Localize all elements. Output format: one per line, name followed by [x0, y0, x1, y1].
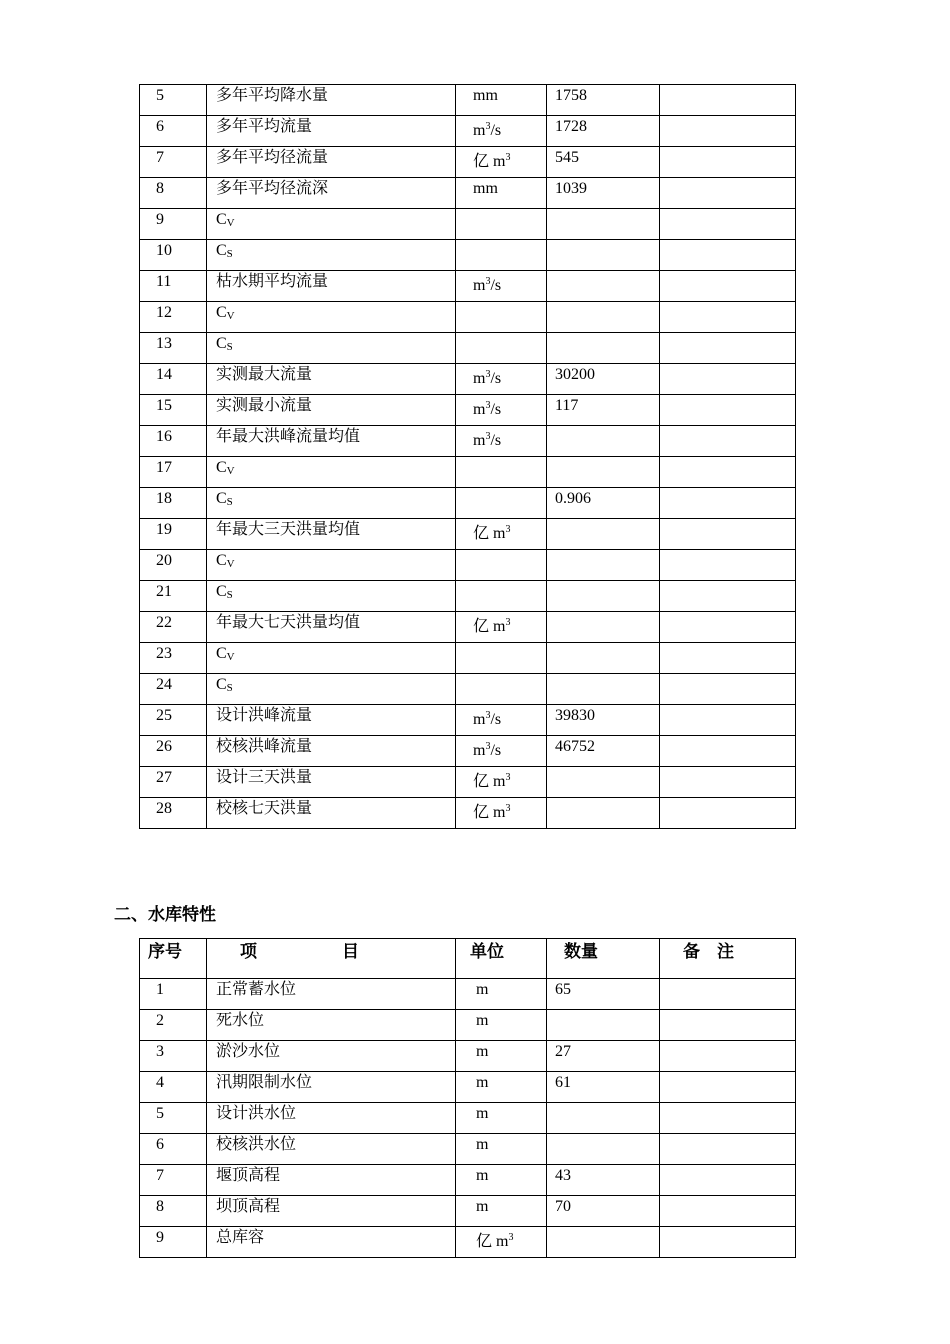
- table-row: [140, 798, 796, 829]
- row-number: 8: [140, 178, 207, 209]
- row-quantity: [547, 612, 660, 643]
- section-title: 二、水库特性: [114, 905, 216, 925]
- row-number: 22: [140, 612, 207, 643]
- row-unit: 亿 $m^3$: [456, 767, 547, 798]
- row-quantity: 1758: [547, 85, 660, 116]
- table-row: [140, 147, 796, 178]
- row-unit: [456, 674, 547, 705]
- row-number: 23: [140, 643, 207, 674]
- row-number: 4: [140, 1072, 207, 1103]
- row-quantity: [547, 643, 660, 674]
- row-note: [660, 364, 796, 395]
- row-number: 9: [140, 209, 207, 240]
- table-row: [140, 209, 796, 240]
- row-note: [660, 395, 796, 426]
- row-unit: mm: [456, 85, 547, 116]
- row-note: [660, 612, 796, 643]
- row-note: [660, 1010, 796, 1041]
- table-row: [140, 1041, 796, 1072]
- table-row: [140, 519, 796, 550]
- table-row: [140, 1103, 796, 1134]
- row-quantity: 545: [547, 147, 660, 178]
- row-unit: m: [456, 1103, 547, 1134]
- row-quantity: [547, 209, 660, 240]
- table-header-row: [140, 939, 796, 979]
- row-quantity: [547, 1227, 660, 1258]
- row-quantity: 30200: [547, 364, 660, 395]
- row-number: 5: [140, 85, 207, 116]
- row-unit: $m^3/s$: [456, 705, 547, 736]
- reservoir-table: [139, 938, 796, 1258]
- row-number: 12: [140, 302, 207, 333]
- table-row: [140, 1196, 796, 1227]
- row-quantity: [547, 798, 660, 829]
- row-number: 2: [140, 1010, 207, 1041]
- row-unit: m: [456, 1196, 547, 1227]
- table-row: [140, 488, 796, 519]
- row-number: 10: [140, 240, 207, 271]
- row-item: 设计洪水位: [207, 1103, 456, 1134]
- row-note: [660, 674, 796, 705]
- table-row: [140, 581, 796, 612]
- row-number: 7: [140, 147, 207, 178]
- row-quantity: [547, 1103, 660, 1134]
- row-note: [660, 643, 796, 674]
- row-note: [660, 457, 796, 488]
- row-unit: $m^3/s$: [456, 364, 547, 395]
- row-number: 19: [140, 519, 207, 550]
- table-row: [140, 240, 796, 271]
- row-item: 汛期限制水位: [207, 1072, 456, 1103]
- row-item: 实测最小流量: [207, 395, 456, 426]
- table-row: [140, 1165, 796, 1196]
- row-unit: [456, 550, 547, 581]
- row-quantity: 39830: [547, 705, 660, 736]
- row-note: [660, 1041, 796, 1072]
- row-quantity: 43: [547, 1165, 660, 1196]
- row-note: [660, 519, 796, 550]
- header-note: 备 注: [660, 939, 796, 979]
- table-row: [140, 674, 796, 705]
- row-quantity: [547, 674, 660, 705]
- row-number: 13: [140, 333, 207, 364]
- row-number: 24: [140, 674, 207, 705]
- table-row: [140, 395, 796, 426]
- row-unit: 亿 $m^3$: [456, 519, 547, 550]
- row-number: 14: [140, 364, 207, 395]
- row-unit: m: [456, 1072, 547, 1103]
- row-quantity: [547, 1134, 660, 1165]
- table-row: [140, 85, 796, 116]
- row-item: 校核洪峰流量: [207, 736, 456, 767]
- row-unit: [456, 581, 547, 612]
- row-item: 校核洪水位: [207, 1134, 456, 1165]
- row-unit: 亿 $m^3$: [456, 798, 547, 829]
- row-unit: $m^3/s$: [456, 395, 547, 426]
- row-number: 3: [140, 1041, 207, 1072]
- row-unit: [456, 240, 547, 271]
- row-note: [660, 302, 796, 333]
- row-note: [660, 271, 796, 302]
- row-note: [660, 736, 796, 767]
- table-row: [140, 426, 796, 457]
- row-unit: 亿 $m^3$: [456, 147, 547, 178]
- row-quantity: 1039: [547, 178, 660, 209]
- header-qty: 数量: [547, 939, 660, 979]
- row-unit: $m^3/s$: [456, 116, 547, 147]
- table-row: [140, 643, 796, 674]
- row-note: [660, 209, 796, 240]
- row-item: 实测最大流量: [207, 364, 456, 395]
- row-quantity: [547, 1010, 660, 1041]
- row-number: 18: [140, 488, 207, 519]
- row-quantity: [547, 426, 660, 457]
- row-quantity: [547, 550, 660, 581]
- table-row: [140, 178, 796, 209]
- row-item: 校核七天洪量: [207, 798, 456, 829]
- row-item: 坝顶高程: [207, 1196, 456, 1227]
- table-row: [140, 116, 796, 147]
- row-note: [660, 240, 796, 271]
- table-row: [140, 457, 796, 488]
- table-row: [140, 302, 796, 333]
- row-number: 8: [140, 1196, 207, 1227]
- row-quantity: [547, 581, 660, 612]
- row-note: [660, 581, 796, 612]
- row-number: 20: [140, 550, 207, 581]
- row-quantity: [547, 333, 660, 364]
- row-quantity: [547, 457, 660, 488]
- header-no: 序号: [140, 939, 207, 979]
- row-note: [660, 333, 796, 364]
- row-item: 多年平均流量: [207, 116, 456, 147]
- row-note: [660, 488, 796, 519]
- row-item: 多年平均径流深: [207, 178, 456, 209]
- row-note: [660, 1103, 796, 1134]
- row-number: 1: [140, 979, 207, 1010]
- row-number: 21: [140, 581, 207, 612]
- row-item: CS: [207, 240, 456, 271]
- row-note: [660, 116, 796, 147]
- row-unit: m: [456, 1010, 547, 1041]
- row-number: 6: [140, 1134, 207, 1165]
- row-note: [660, 85, 796, 116]
- row-note: [660, 767, 796, 798]
- row-item: 死水位: [207, 1010, 456, 1041]
- row-note: [660, 979, 796, 1010]
- row-unit: m: [456, 979, 547, 1010]
- row-number: 15: [140, 395, 207, 426]
- row-item: 设计三天洪量: [207, 767, 456, 798]
- row-item: 枯水期平均流量: [207, 271, 456, 302]
- row-unit: m: [456, 1134, 547, 1165]
- table-row: [140, 1134, 796, 1165]
- row-note: [660, 798, 796, 829]
- row-item: CS: [207, 674, 456, 705]
- table-row: [140, 736, 796, 767]
- row-number: 27: [140, 767, 207, 798]
- row-unit: 亿 $m^3$: [456, 1227, 547, 1258]
- table-row: [140, 979, 796, 1010]
- row-quantity: 27: [547, 1041, 660, 1072]
- row-unit: [456, 488, 547, 519]
- table-row: [140, 364, 796, 395]
- row-unit: m: [456, 1165, 547, 1196]
- row-item: 总库容: [207, 1227, 456, 1258]
- row-unit: [456, 302, 547, 333]
- row-note: [660, 705, 796, 736]
- row-note: [660, 1165, 796, 1196]
- row-unit: [456, 333, 547, 364]
- table-row: [140, 612, 796, 643]
- row-quantity: [547, 767, 660, 798]
- row-item: 多年平均径流量: [207, 147, 456, 178]
- row-item: CV: [207, 457, 456, 488]
- row-quantity: 46752: [547, 736, 660, 767]
- hydrology-table: [139, 84, 796, 829]
- row-item: 设计洪峰流量: [207, 705, 456, 736]
- row-unit: m: [456, 1041, 547, 1072]
- table-row: [140, 1227, 796, 1258]
- row-quantity: [547, 271, 660, 302]
- row-number: 7: [140, 1165, 207, 1196]
- row-quantity: [547, 240, 660, 271]
- row-quantity: 0.906: [547, 488, 660, 519]
- row-item: 年最大七天洪量均值: [207, 612, 456, 643]
- row-quantity: 117: [547, 395, 660, 426]
- row-number: 17: [140, 457, 207, 488]
- row-unit: [456, 457, 547, 488]
- header-item: 项 目: [207, 939, 456, 979]
- table-row: [140, 767, 796, 798]
- row-item: 淤沙水位: [207, 1041, 456, 1072]
- row-note: [660, 1134, 796, 1165]
- row-number: 26: [140, 736, 207, 767]
- row-item: CV: [207, 209, 456, 240]
- row-note: [660, 178, 796, 209]
- row-note: [660, 1072, 796, 1103]
- table-row: [140, 705, 796, 736]
- row-unit: $m^3/s$: [456, 271, 547, 302]
- table-row: [140, 333, 796, 364]
- row-number: 16: [140, 426, 207, 457]
- row-item: 堰顶高程: [207, 1165, 456, 1196]
- row-number: 9: [140, 1227, 207, 1258]
- row-quantity: 65: [547, 979, 660, 1010]
- row-number: 28: [140, 798, 207, 829]
- row-item: CV: [207, 550, 456, 581]
- table-row: [140, 550, 796, 581]
- row-quantity: 70: [547, 1196, 660, 1227]
- table-row: [140, 1072, 796, 1103]
- row-item: CS: [207, 581, 456, 612]
- reservoir-table-body: [140, 979, 796, 1258]
- row-note: [660, 550, 796, 581]
- row-item: CS: [207, 333, 456, 364]
- row-number: 11: [140, 271, 207, 302]
- row-quantity: 1728: [547, 116, 660, 147]
- row-unit: $m^3/s$: [456, 426, 547, 457]
- row-unit: [456, 643, 547, 674]
- table-row: [140, 271, 796, 302]
- table-row: [140, 1010, 796, 1041]
- row-number: 5: [140, 1103, 207, 1134]
- row-item: 年最大三天洪量均值: [207, 519, 456, 550]
- row-note: [660, 1196, 796, 1227]
- row-quantity: 61: [547, 1072, 660, 1103]
- row-unit: [456, 209, 547, 240]
- row-item: CS: [207, 488, 456, 519]
- row-number: 25: [140, 705, 207, 736]
- row-quantity: [547, 519, 660, 550]
- row-quantity: [547, 302, 660, 333]
- row-number: 6: [140, 116, 207, 147]
- row-unit: $m^3/s$: [456, 736, 547, 767]
- row-item: 多年平均降水量: [207, 85, 456, 116]
- row-item: CV: [207, 302, 456, 333]
- row-unit: mm: [456, 178, 547, 209]
- row-note: [660, 426, 796, 457]
- row-item: 年最大洪峰流量均值: [207, 426, 456, 457]
- header-unit: 单位: [456, 939, 547, 979]
- row-note: [660, 1227, 796, 1258]
- row-note: [660, 147, 796, 178]
- row-item: CV: [207, 643, 456, 674]
- row-unit: 亿 $m^3$: [456, 612, 547, 643]
- hydrology-table-body: [140, 85, 796, 829]
- row-item: 正常蓄水位: [207, 979, 456, 1010]
